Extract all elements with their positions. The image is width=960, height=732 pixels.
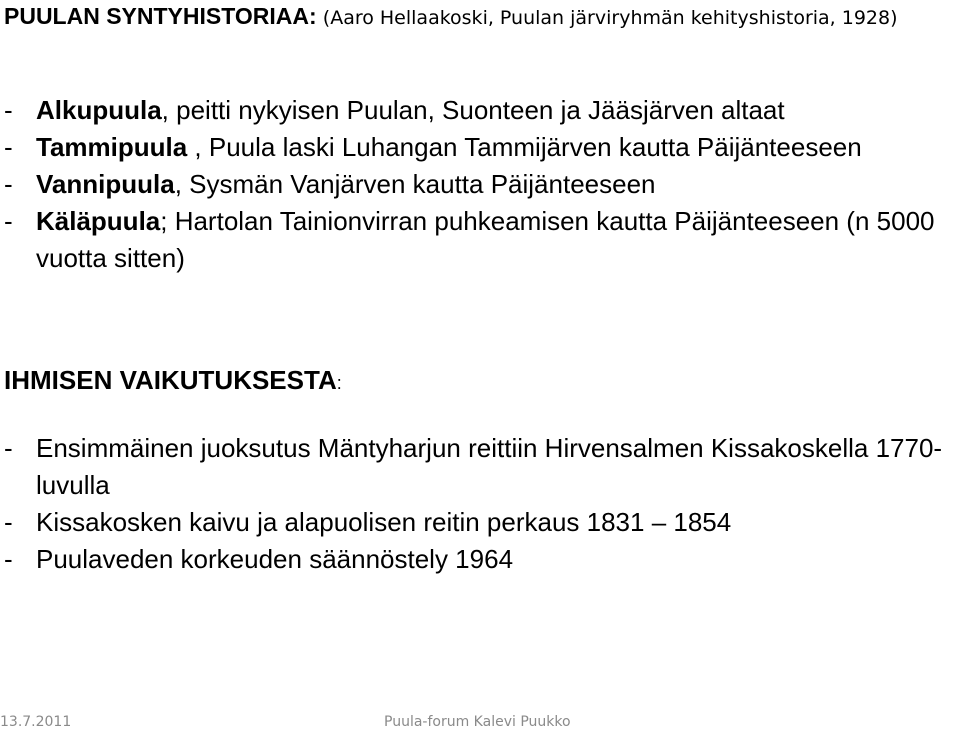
list-item: [4, 430, 959, 504]
list-item: [4, 166, 959, 203]
list-dash: -: [4, 132, 13, 162]
list-dash: -: [4, 507, 13, 537]
footer-author: Puula-forum Kalevi Puukko: [384, 714, 571, 730]
history-term: Vannipuula: [36, 169, 175, 199]
list-dash: -: [4, 544, 13, 574]
list-dash: -: [4, 95, 13, 125]
list-item: [4, 129, 959, 166]
history-term: Tammipuula: [36, 132, 188, 162]
list-dash: -: [4, 169, 13, 199]
impacts-list: [4, 430, 959, 578]
footer-date: 13.7.2011: [0, 714, 72, 730]
list-dash: -: [4, 433, 13, 463]
list-item: [4, 541, 959, 578]
section-heading: [4, 362, 342, 402]
impact-text: Kissakosken kaivu ja alapuolisen reitin perkaus 1831 – 1854: [36, 507, 732, 537]
slide-title: [4, 0, 904, 35]
history-text: , Sysmän Vanjärven kautta Päijänteeseen: [174, 169, 656, 199]
list-item: [4, 504, 959, 541]
history-list: [4, 92, 959, 277]
history-text: , Puula laski Luhangan Tammijärven kautta Päijänteeseen: [187, 132, 862, 162]
section-heading-colon: :: [336, 373, 342, 393]
history-term: Alkupuula: [36, 95, 162, 125]
title-main: PUULAN SYNTYHISTORIAA:: [4, 3, 317, 29]
title-subtitle: (Aaro Hellaakoski, Puulan järviryhmän kehityshistoria, 1928): [322, 7, 898, 29]
list-dash: -: [4, 206, 13, 236]
impact-text: Ensimmäinen juoksutus Mäntyharjun reittiin Hirvensalmen Kissakoskella 1770-luvulla: [36, 433, 943, 500]
history-text: ; Hartolan Tainionvirran puhkeamisen kautta Päijänteeseen (n 5000 vuotta sitten): [36, 206, 935, 273]
history-text: , peitti nykyisen Puulan, Suonteen ja Jääsjärven altaat: [161, 95, 785, 125]
impact-text: Puulaveden korkeuden säännöstely 1964: [36, 544, 514, 574]
section-heading-text: IHMISEN VAIKUTUKSESTA: [4, 365, 337, 395]
list-item: [4, 203, 959, 277]
history-term: Käläpuula: [36, 206, 161, 236]
list-item: [4, 92, 959, 129]
